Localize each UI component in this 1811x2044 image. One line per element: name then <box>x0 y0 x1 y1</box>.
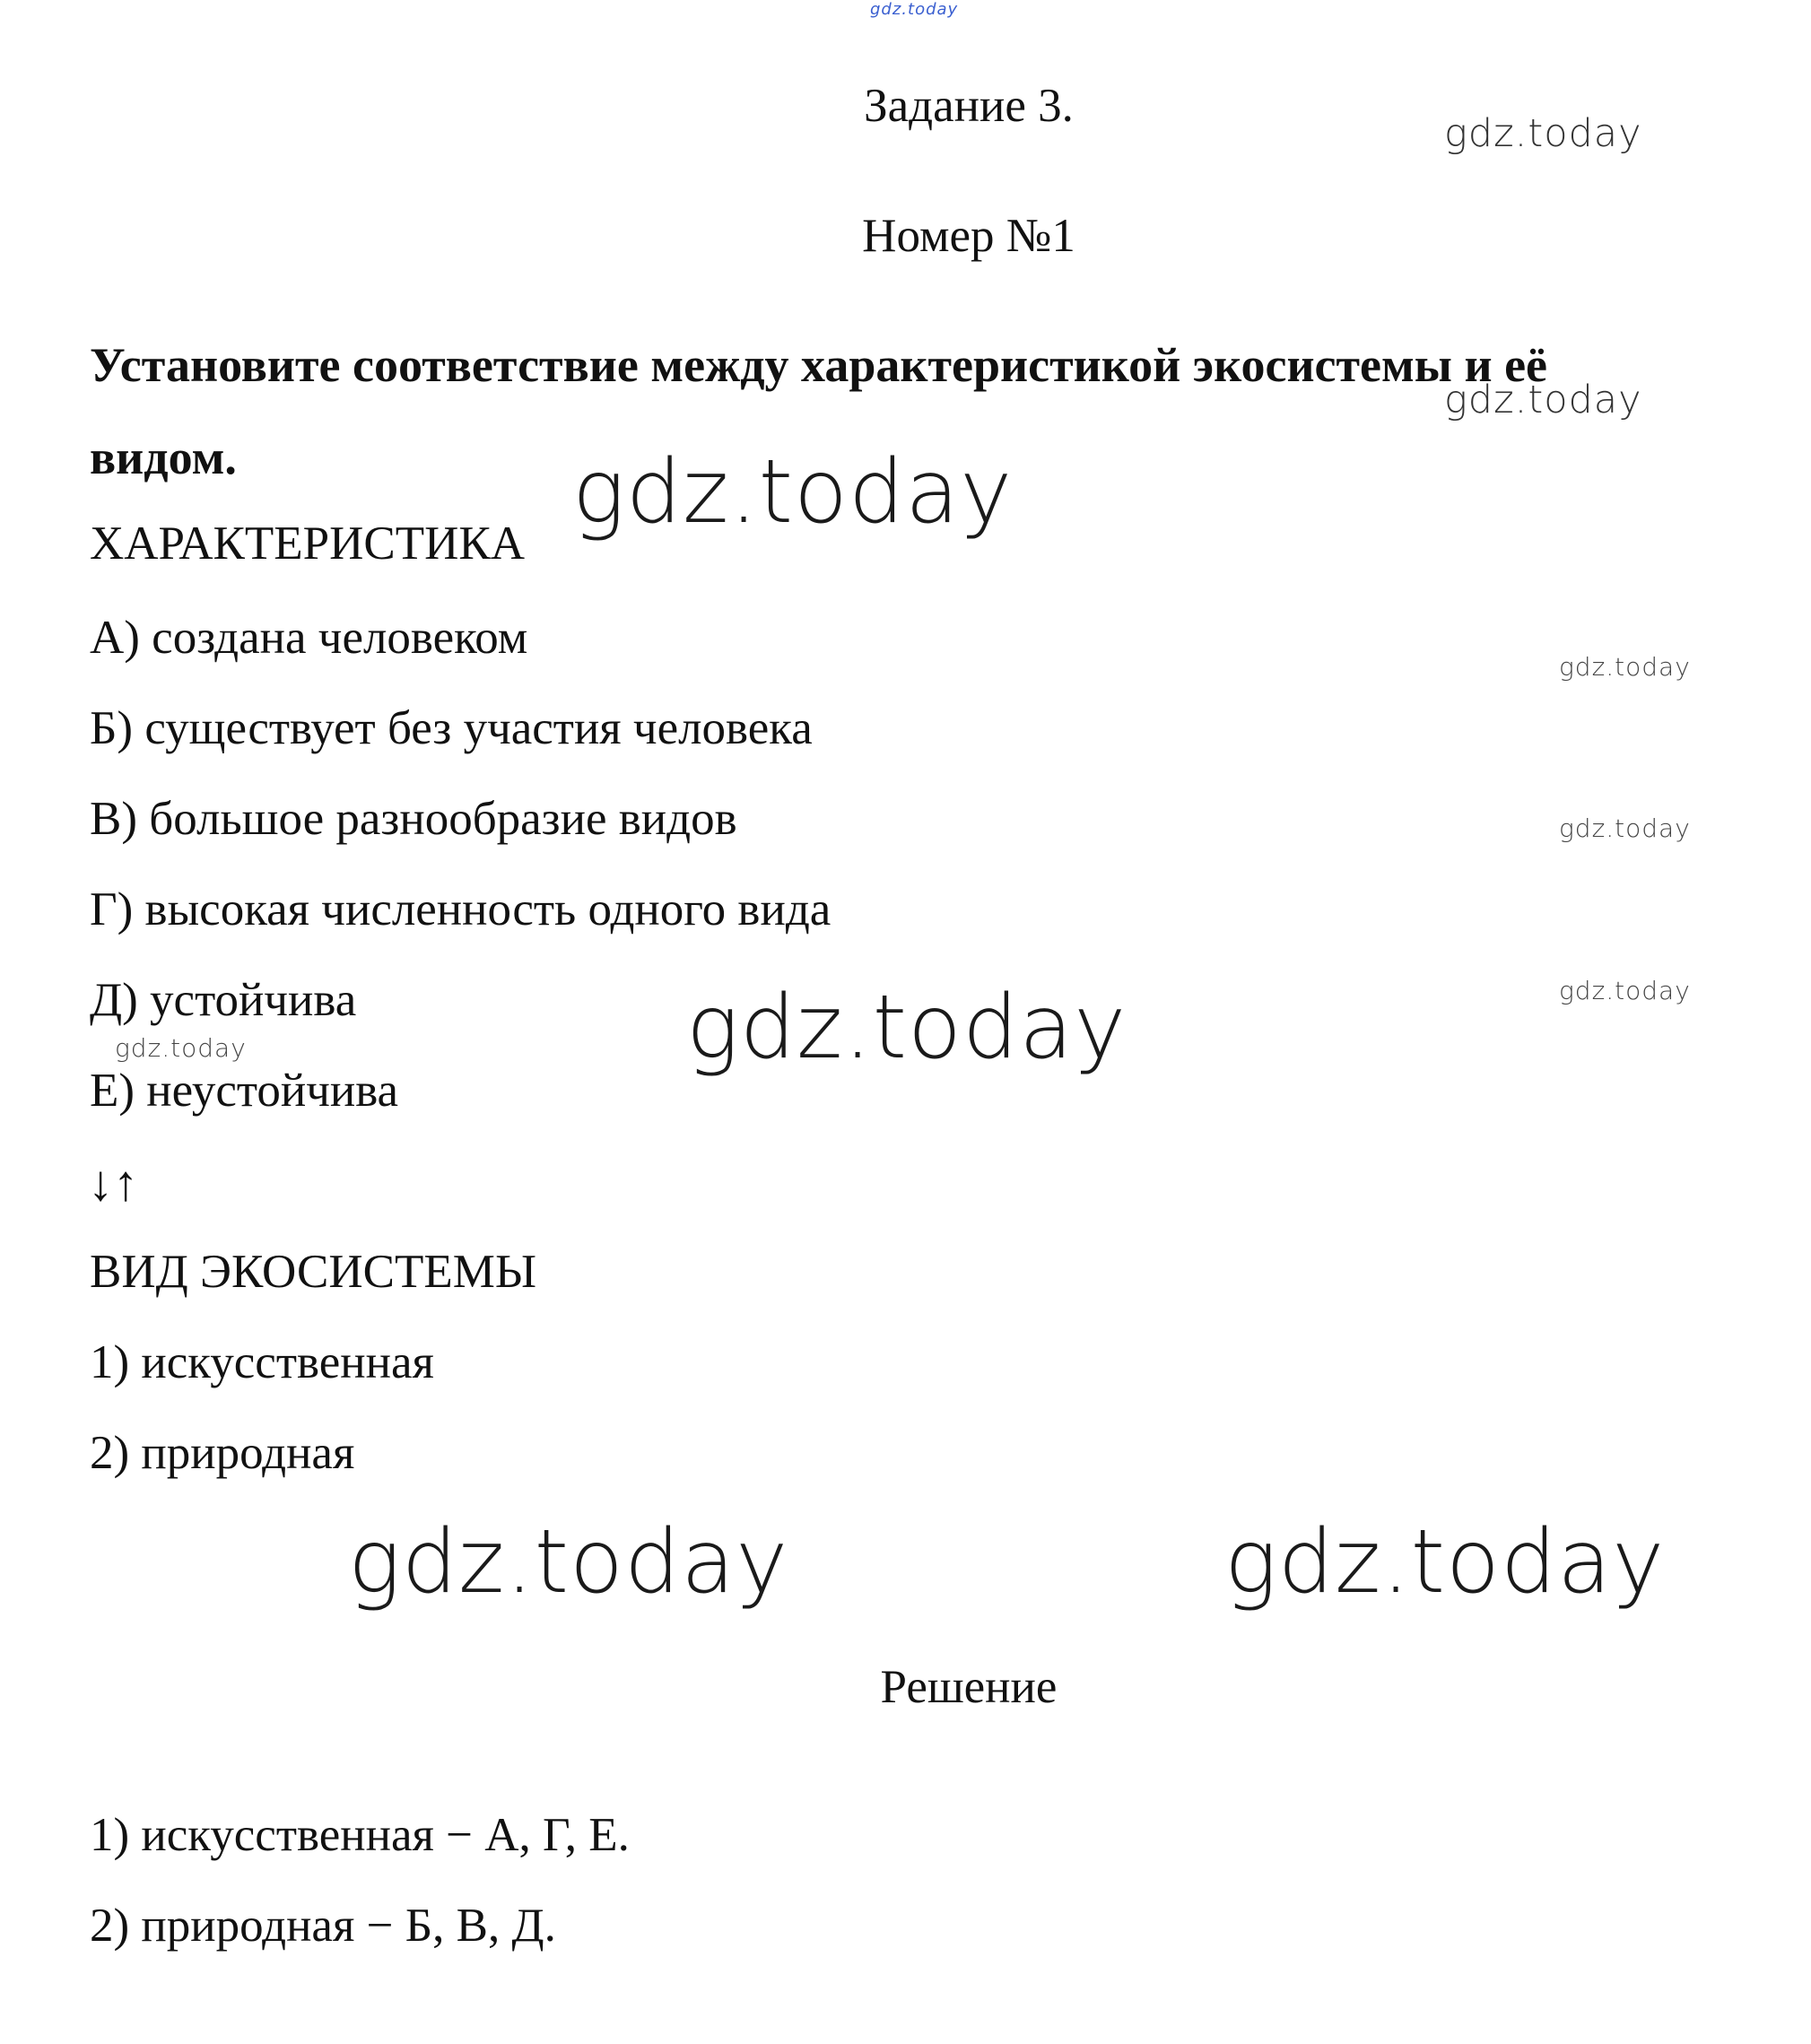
characteristic-item-d: Д) устойчива <box>90 974 357 1026</box>
watermark-small-4: gdz.today <box>115 1033 247 1063</box>
solution-heading: Решение <box>880 1661 1058 1713</box>
question-line-1: Установите соответствие между характеристикой экосистемы и её <box>90 338 1548 392</box>
solution-answer-2: 2) природная − Б, В, Д. <box>90 1900 556 1952</box>
ecosystem-types-heading: ВИД ЭКОСИСТЕМЫ <box>90 1246 537 1298</box>
characteristic-item-b: Б) существует без участия человека <box>90 702 813 754</box>
characteristic-item-a: А) создана человеком <box>90 612 528 664</box>
solution-answer-1: 1) искусственная − А, Г, Е. <box>90 1809 630 1861</box>
ecosystem-type-1: 1) искусственная <box>90 1336 434 1388</box>
watermark-small-1: gdz.today <box>1559 652 1691 682</box>
watermark-top: gdz.today <box>870 0 959 19</box>
characteristics-heading: ХАРАКТЕРИСТИКА <box>90 518 525 570</box>
characteristic-item-v: В) большое разнообразие видов <box>90 793 737 845</box>
characteristic-item-e: Е) неустойчива <box>90 1065 399 1117</box>
watermark-question: gdz.today <box>1444 378 1642 422</box>
up-down-arrows-icon: ↓↑ <box>88 1156 138 1212</box>
task-title: Задание 3. <box>864 80 1074 132</box>
number-title: Номер №1 <box>862 210 1075 262</box>
ecosystem-type-2: 2) природная <box>90 1427 355 1479</box>
watermark-large-4: gdz.today <box>1224 1511 1666 1613</box>
question-line-2: видом. <box>90 431 237 484</box>
watermark-small-3: gdz.today <box>1559 976 1691 1005</box>
watermark-small-2: gdz.today <box>1559 813 1691 843</box>
watermark-large-1: gdz.today <box>572 441 1014 544</box>
watermark-large-3: gdz.today <box>348 1511 789 1613</box>
watermark-large-2: gdz.today <box>686 977 1128 1079</box>
watermark-header: gdz.today <box>1444 111 1642 156</box>
characteristic-item-g: Г) высокая численность одного вида <box>90 883 831 935</box>
